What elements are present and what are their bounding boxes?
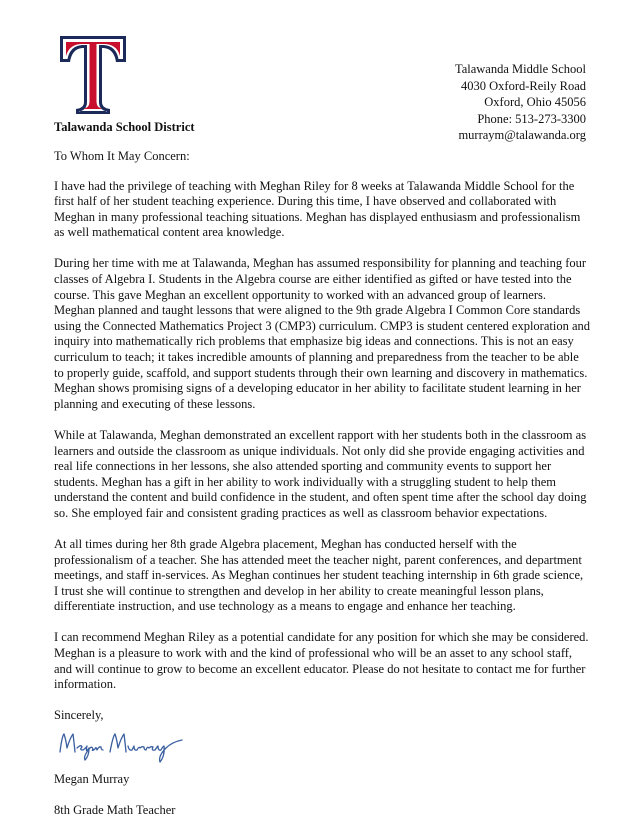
salutation: To Whom It May Concern:: [54, 149, 190, 163]
letter-paragraph-1: I have had the privilege of teaching with Meghan Riley for 8 weeks at Talawanda Middle School for the first half of her student teaching experience. During this time, I have observed and collaborated with Meghan in many professional teaching situations. Meghan has displayed enthusiasm and professionalism as well mathematical content area knowledge.: [54, 178, 581, 240]
letter-paragraph-3: While at Talawanda, Meghan demonstrated an excellent rapport with her students both in the classroom as learners and outside the classroom as unique individuals. Not only did she provide engaging activities and real life connections in her lessons, she also attended sporting and community events to support her students. Meghan has a gift in her ability to work individually with a struggling student to help them understand the content and build confidence in the student, and often spent time after the school day doing so. She employed fair and consistent grading practices as well as classroom behavior expectations.: [54, 427, 587, 520]
school-name: Talawanda Middle School: [454, 62, 586, 76]
district-logo-t-icon: [58, 34, 128, 116]
signer-title: 8th Grade Math Teacher: [54, 803, 176, 817]
closing: Sincerely,: [54, 708, 104, 723]
letter-paragraph-5: I can recommend Meghan Riley as a potential candidate for any position for which she may be considered. Meghan is a pleasure to work with and the kind of professional who will be an asset to any school staff, and will continue to grow to become an excellent educator. Please do not hesitate to contact me for further information.: [54, 630, 589, 692]
handwritten-signature: [54, 726, 194, 766]
letter-paragraph-4: At all times during her 8th grade Algebra placement, Meghan has conducted herself with the professionalism of a teacher. She has attended meet the teacher night, parent conferences, and department meetings, and staff in-services. As Meghan continues her student teaching internship in 6th grade science, I trust she will continue to strengthen and develop in her ability to create meaningful lesson plans, differentiate instruction, and use technology as a means to engage and enhance her teaching.: [54, 536, 584, 614]
letterhead: [0, 0, 638, 143]
signer-name: Megan Murray: [54, 771, 130, 786]
city-state-zip: Oxford, Ohio 45056: [484, 95, 586, 110]
street-address: 4030 Oxford-Reily Road: [461, 78, 586, 93]
phone-number: Phone: 513-273-3300: [477, 111, 586, 126]
letter-paragraph-2: During her time with me at Talawanda, Meghan has assumed responsibility for planning and teaching four classes of Algebra I. Students in the Algebra course are either identified as gifted or have tested into the course. This gave Meghan an excellent opportunity to worked with an advanced group of learners. Meghan planned and taught lessons that were aligned to the 9th grade Algebra I Common Core standards using the Connected Mathematics Project 3 (CMP3) curriculum. CMP3 is student centered exploration and inquiry into mathematically rich problems that emphasize big ideas and connections. This is not an easy curriculum to teach; it takes incredible amounts of planning and preparedness from the teacher to be able to properly guide, scaffold, and support students through their own learning and discovery in mathematics. Meghan shows promising signs of a developing educator in her ability to facilitate student learning in her planning and executing of these lessons.: [54, 256, 591, 411]
district-name: Talawanda School District: [54, 120, 195, 134]
school-address-block: [455, 61, 586, 144]
email-address[interactable]: murraym@talawanda.org: [458, 128, 586, 143]
letter-body: [54, 149, 590, 834]
